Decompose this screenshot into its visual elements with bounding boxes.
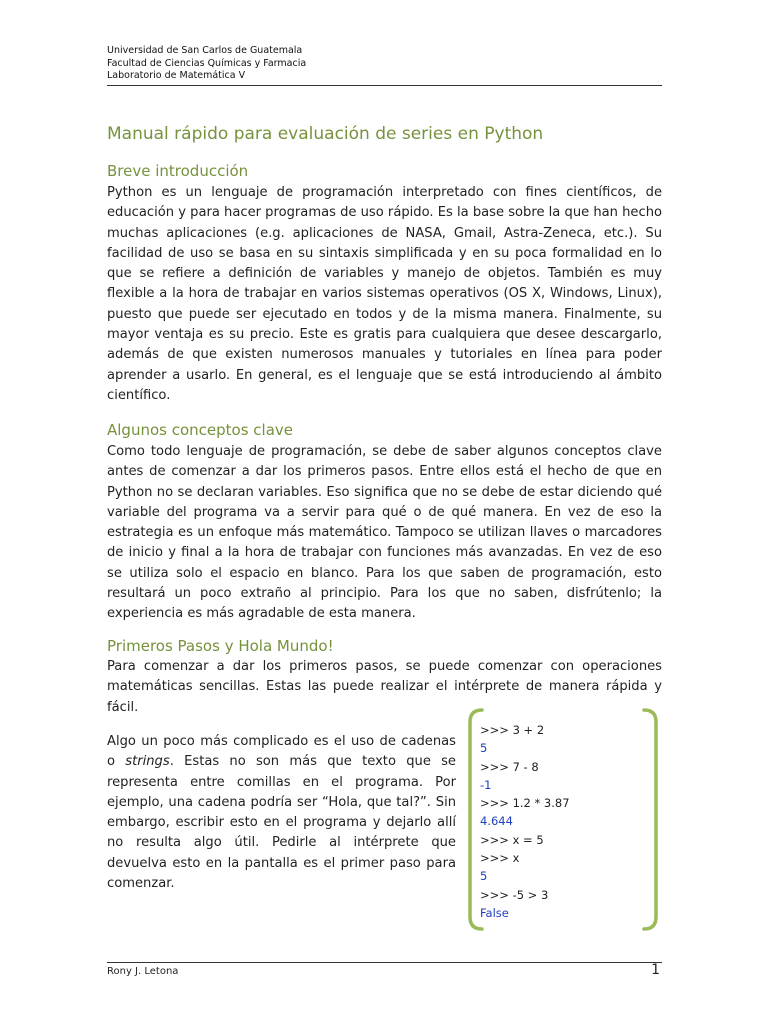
code-input-line: >>> 3 + 2 — [480, 723, 545, 737]
code-example-box — [466, 707, 660, 932]
code-lines — [480, 721, 570, 922]
paragraph-first-steps: Para comenzar a dar los primeros pasos, se puede comenzar con operaciones matemáticas sencillas. Estas las puede realizar el intérprete de manera rápida y fácil. — [107, 659, 662, 715]
header-faculty: Facultad de Ciencias Químicas y Farmacia — [107, 57, 307, 69]
code-output-line: 4.644 — [480, 814, 513, 829]
heading-first-steps: Primeros Pasos y Hola Mundo! — [107, 637, 334, 655]
strings-term: strings — [125, 754, 170, 770]
code-input-line: >>> -5 > 3 — [480, 887, 549, 902]
code-output-line: 5 — [480, 741, 488, 756]
code-output-line: 5 — [480, 869, 488, 884]
header-laboratory: Laboratorio de Matemática V — [107, 70, 246, 81]
code-output-line: False — [480, 905, 509, 920]
paragraph-concepts: Como todo lenguaje de programación, se debe de saber algunos conceptos clave antes de comenzar a dar los primeros pasos. Entre ellos está el hecho de que en Python no se declaran variables. Eso significa que no se debe de estar diciendo qué variable del programa va a servir para qué o de qué manera. En vez de eso la estrategia es un enfoque más matemático. Tampoco se utilizan llaves o marcadores de inicio y final a la hora de trabajar con funciones más avanzadas. En vez de eso se utiliza solo el espacio en blanco. Para los que saben de programación, esto resultará un poco extraño al principio. Para los que no saben, disfrútenlo; la experiencia es más agradable de esta manera. — [107, 444, 662, 622]
paragraph-strings — [107, 732, 456, 894]
paragraph-intro: Python es un lenguaje de programación interpretado con fines científicos, de educación y para hacer programas de uso rápido. Es la base sobre la que han hecho muchas aplicaciones (e.g. aplicaciones de NASA, Gmail, Astra-Zeneca, etc.). Su facilidad de uso se basa en su sintaxis simplificada y en su poca formalidad en lo que se refiere a definición de variables y manejo de objetos. También es muy flexible a la hora de trabajar en varios sistemas operativos (OS X, Windows, Linux), puesto que puede ser ejecutado en todos y de la misma manera. Finalmente, su mayor ventaja es su precio. Este es gratis para cualquiera que desee descargarlo, además de que existen numerosos manuales y tutoriales en línea para poder aprender a usarlo. En general, es el lenguaje que se está introduciendo al ámbito científico. — [107, 185, 662, 403]
heading-intro: Breve introducción — [107, 162, 249, 180]
code-input-line: >>> 1.2 * 3.87 — [480, 796, 570, 811]
page-number: 1 — [651, 962, 660, 978]
right-bracket — [644, 710, 656, 929]
page-title: Manual rápido para evaluación de series en Python — [107, 124, 544, 144]
code-output-line: -1 — [480, 777, 492, 792]
footer-divider — [107, 962, 662, 963]
footer-author: Rony J. Letona — [107, 966, 179, 977]
code-input-line: >>> 7 - 8 — [480, 759, 539, 774]
code-input-line: >>> x = 5 — [480, 832, 544, 847]
code-input-line: >>> x — [480, 851, 520, 866]
document-header — [107, 45, 662, 86]
header-university: Universidad de San Carlos de Guatemala — [107, 45, 303, 56]
heading-concepts: Algunos conceptos clave — [107, 421, 294, 439]
strings-text-after: . Estas no son más que texto que se representa entre comillas en el programa. Por ejemplo, una cadena podría ser “Hola, que tal?”. Sin embargo, escribir esto en el programa y dejarlo allí no resulta algo útil. Pedirle al intérprete que devuelva esto en la pantalla es el primer paso para comenzar. — [107, 754, 456, 892]
strings-text-before: Algo un poco más complicado es el uso de cadenas o — [107, 734, 456, 770]
